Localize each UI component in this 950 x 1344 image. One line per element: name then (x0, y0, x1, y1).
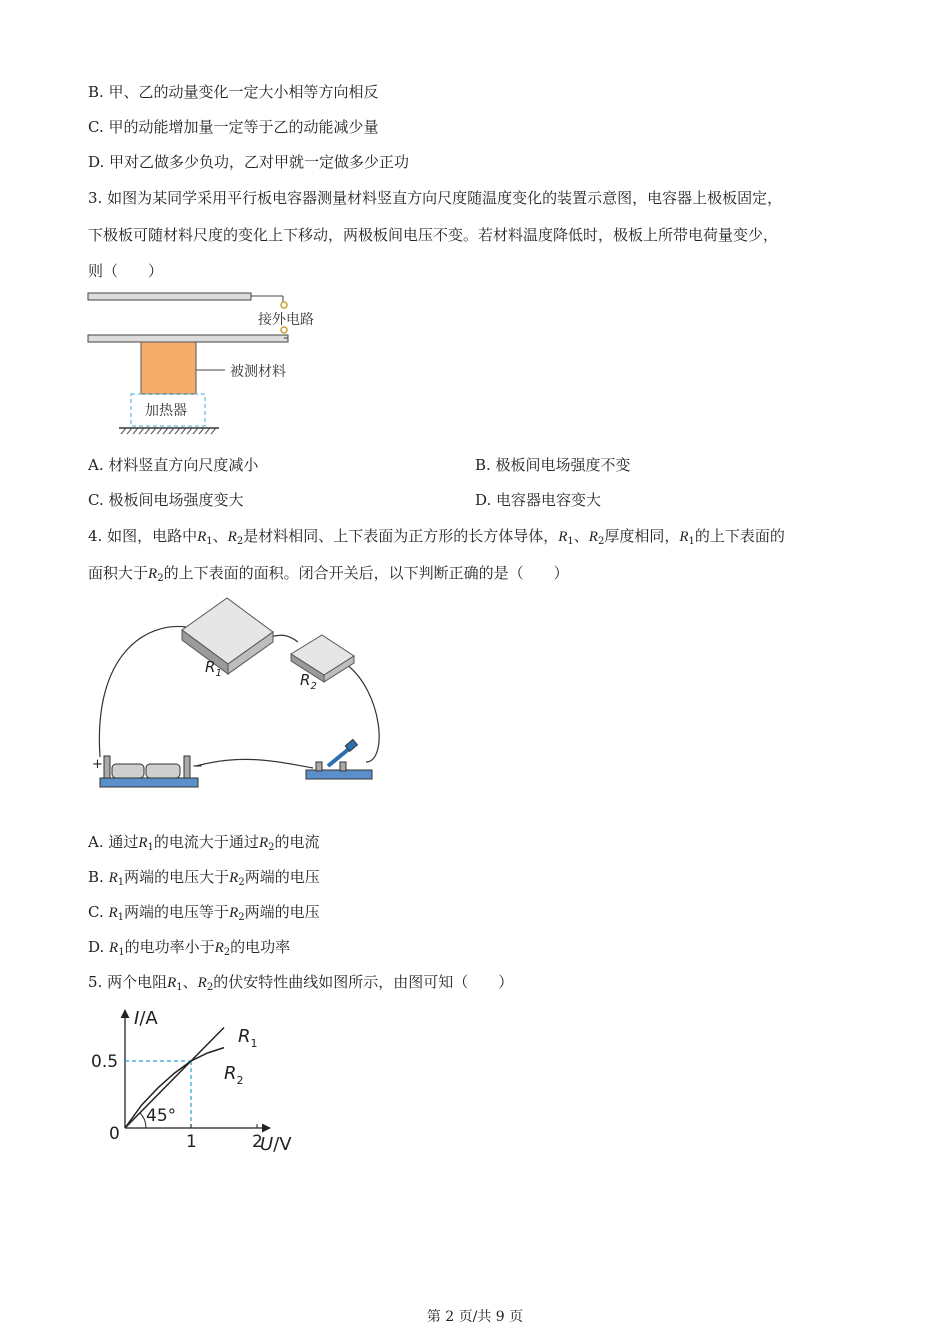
y-tick-label: 0.5 (91, 1052, 119, 1072)
wire-left (99, 626, 186, 757)
q3-stem-line3: 则（ ） (88, 262, 164, 280)
page-footer: 第 2 页/共 9 页 (426, 1309, 524, 1325)
x-axis-label: U/V (260, 1134, 292, 1155)
label-material: 被测材料 (230, 364, 286, 380)
label-heater: 加热器 (145, 403, 187, 419)
q4-option-b: B. $R_1$两端的电压大于$R_2$两端的电压 (88, 868, 320, 888)
q5-stem: 5. 两个电阻$R_1$、$R_2$的伏安特性曲线如图所示，由图可知（ ） (88, 973, 514, 993)
q3-capacitor-figure (85, 288, 345, 440)
battery-holder (100, 756, 198, 787)
q3-option-b: B. 极板间电场强度不变 (475, 456, 631, 474)
q2-option-b: B. 甲、乙的动量变化一定大小相等方向相反 (88, 83, 379, 101)
x-tick-label: 1 (186, 1132, 197, 1152)
q4-stem-line2: 面积大于$R_2$的上下表面的面积。闭合开关后，以下判断正确的是（ ） (88, 564, 569, 584)
measured-material (141, 342, 196, 394)
q4-option-c: C. $R_1$两端的电压等于$R_2$两端的电压 (88, 903, 320, 923)
series-label-r2: $R_2$ (224, 1063, 244, 1087)
switch (306, 739, 372, 779)
q4-option-d: D. $R_1$的电功率小于$R_2$的电功率 (88, 938, 291, 958)
lower-plate (88, 335, 288, 342)
terminal-top (281, 302, 287, 308)
q3-stem-line1: 3. 如图为某同学采用平行板电容器测量材料竖直方向尺度随温度变化的装置示意图，电容器上极板固定， (88, 189, 783, 207)
ground-hatch (121, 428, 216, 434)
resistor-r1-block (182, 598, 273, 674)
series-label-r1: $R_1$ (238, 1026, 258, 1050)
wire-bottom (196, 759, 313, 768)
x-tick-label: 2 (252, 1132, 263, 1152)
q5-iv-chart (80, 1000, 320, 1165)
battery-minus: − (192, 759, 203, 774)
label-r1: $R_1$ (205, 658, 222, 679)
q3-option-a: A. 材料竖直方向尺度减小 (88, 456, 259, 474)
y-axis-label: I/A (134, 1008, 158, 1029)
q2-option-c: C. 甲的动能增加量一定等于乙的动能减少量 (88, 118, 379, 136)
label-external-circuit: 接外电路 (258, 312, 314, 328)
q3-stem-line2: 下极板可随材料尺度的变化上下移动，两极板间电压不变。若材料温度降低时，极板上所带电荷量变少， (88, 226, 779, 244)
q3-option-c: C. 极板间电场强度变大 (88, 491, 244, 509)
q3-option-d: D. 电容器电容变大 (475, 491, 602, 509)
q4-stem-line1: 4. 如图，电路中$R_1$、$R_2$是材料相同、上下表面为正方形的长方体导体，$R_1$、$R_2$厚度相同，$R_1$的上下表面的 (88, 527, 785, 547)
label-r2: $R_2$ (300, 671, 317, 692)
origin-label: 0 (109, 1124, 120, 1144)
battery-plus: + (92, 757, 103, 772)
q2-option-d: D. 甲对乙做多少负功，乙对甲就一定做多少正功 (88, 153, 410, 171)
angle-label: 45° (146, 1106, 177, 1126)
q4-option-a: A. 通过$R_1$的电流大于通过$R_2$的电流 (88, 833, 320, 853)
upper-plate (88, 293, 251, 300)
q4-circuit-figure (88, 592, 398, 802)
